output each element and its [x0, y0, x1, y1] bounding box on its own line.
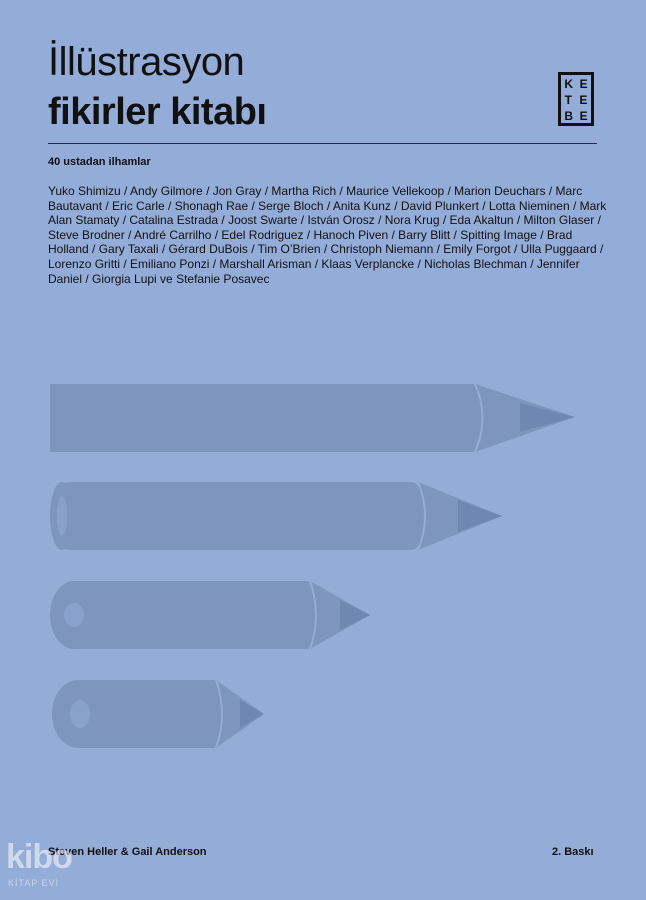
pencil-3 — [50, 581, 370, 649]
illustrator-list: Yuko Shimizu / Andy Gilmore / Jon Gray / Martha Rich / Maurice Vellekoop / Marion Deuchars / Marc Bautavant / Eric Carle / Shonagh Rae / Serge Bloch / Anita Kunz / David Plunkert / Lotta Nieminen / Mark Alan Stamaty / Catalina Estrada / Joost Swarte / István Orosz / Nora Krug / Eda Akaltun / Milton Glaser / Steve Brodner / André Carrilho / Edel Rodriguez / Hanoch Piven / Barry Blitt / Spitting Image / Brad Holland / Gary Taxali / Gérard DuBois / Tim O’Brien / Christoph Niemann / Emily Forgot / Ulla Puggaard / Lorenzo Gritti / Emiliano Ponzi / Marshall Arisman / Klaas Verplancke / Nicholas Blechman / Jennifer Daniel / Giorgia Lupi ve Stefanie Posavec — [48, 184, 607, 286]
edition-label: 2. Baskı — [552, 846, 594, 858]
subtitle: 40 ustadan ilhamlar — [48, 156, 151, 168]
pencil-1 — [50, 384, 575, 452]
divider — [48, 143, 597, 144]
title-line2: fikirler kitabı — [48, 91, 267, 133]
watermark-tagline: KİTAP EVİ — [8, 878, 60, 888]
publisher-logo: K E T E B E — [558, 72, 594, 126]
watermark-logo: kibo — [6, 838, 72, 876]
title-line1: İllüstrasyon — [48, 40, 245, 84]
pencil-2 — [50, 482, 502, 550]
pencil-4 — [52, 680, 264, 748]
authors: Steven Heller & Gail Anderson — [48, 846, 207, 858]
pencils-icon — [0, 370, 646, 750]
